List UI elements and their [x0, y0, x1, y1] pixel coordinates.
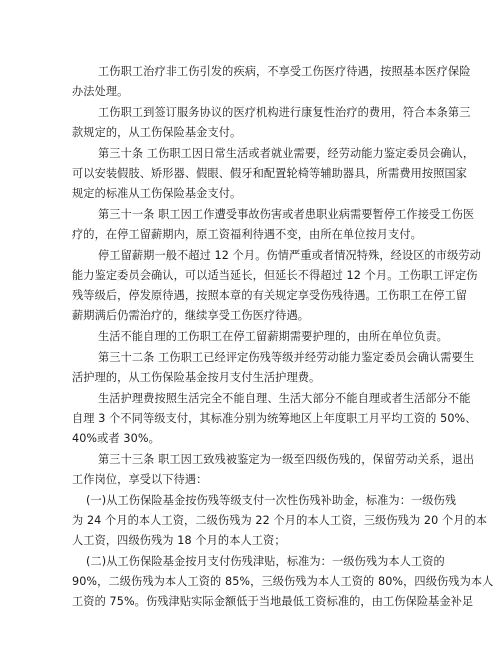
- text-line: 工伤职工到签订服务协议的医疗机构进行康复性治疗的费用，符合本条第三: [98, 106, 471, 119]
- text-line: 款规定的，从工伤保险基金支付。: [72, 126, 242, 139]
- text-line: 自理 3 个不同等级支付，其标准分别为统筹地区上年度职工月平均工资的 50%、: [72, 412, 477, 425]
- text-line: 办法处理。: [72, 85, 129, 98]
- text-line: 工资的 75%。伤残津贴实际金额低于当地最低工资标准的，由工伤保险基金补足: [72, 595, 474, 608]
- text-line: 第三十二条 工伤职工已经评定伤残等级并经劳动能力鉴定委员会确认需要生: [98, 351, 475, 364]
- text-line: 第三十一条 职工因工作遭受事故伤害或者患职业病需要暂停工作接受工伤医: [98, 208, 475, 221]
- text-line: 第三十条 工伤职工因日常生活或者就业需要，经劳动能力鉴定委员会确认，: [98, 147, 475, 160]
- text-line: 工伤职工治疗非工伤引发的疾病，不享受工伤医疗待遇，按照基本医疗保险: [98, 65, 471, 78]
- text-line: 残等级后，停发原待遇，按照本章的有关规定享受伤残待遇。工伤职工在停工留: [72, 289, 468, 302]
- text-line: 人工资，四级伤残为 18 个月的本人工资；: [72, 534, 286, 547]
- text-line: 停工留薪期一般不超过 12 个月。伤情严重或者情况特殊，经设区的市级劳动: [98, 249, 481, 262]
- text-line: 工作岗位，享受以下待遇：: [72, 473, 208, 486]
- text-line: 第三十三条 职工因工致残被鉴定为一级至四级伤残的，保留劳动关系，退出: [98, 453, 475, 466]
- text-line: (二)从工伤保险基金按月支付伤残津贴，标准为：一级伤残为本人工资的: [86, 555, 445, 568]
- text-line: 规定的标准从工伤保险基金支付。: [72, 187, 242, 200]
- text-line: 生活护理费按照生活完全不能自理、生活大部分不能自理或者生活部分不能: [98, 392, 471, 405]
- text-line: 能力鉴定委员会确认，可以适当延长，但延长不得超过 12 个月。工伤职工评定伤: [72, 269, 478, 282]
- text-line: 生活不能自理的工伤职工在停工留薪期需要护理的，由所在单位负责。: [98, 330, 448, 343]
- text-line: 疗的，在停工留薪期内，原工资福利待遇不变，由所在单位按月支付。: [72, 228, 422, 241]
- text-line: 90%，二级伤残为本人工资的 85%，三级伤残为本人工资的 80%，四级伤残为本人: [72, 575, 494, 588]
- text-line: 薪期满后仍需治疗的，继续享受工伤医疗待遇。: [72, 309, 310, 322]
- text-line: 40%或者 30%。: [72, 432, 160, 445]
- text-line: 活护理的，从工伤保险基金按月支付生活护理费。: [72, 371, 321, 384]
- text-line: 可以安装假肢、矫形器、假眼、假牙和配置轮椅等辅助器具，所需费用按照国家: [72, 167, 468, 180]
- text-line: 为 24 个月的本人工资，二级伤残为 22 个月的本人工资，三级伤残为 20 个月的本: [72, 514, 488, 527]
- text-line: (一)从工伤保险基金按伤残等级支付一次性伤残补助金，标准为：一级伤残: [86, 494, 457, 507]
